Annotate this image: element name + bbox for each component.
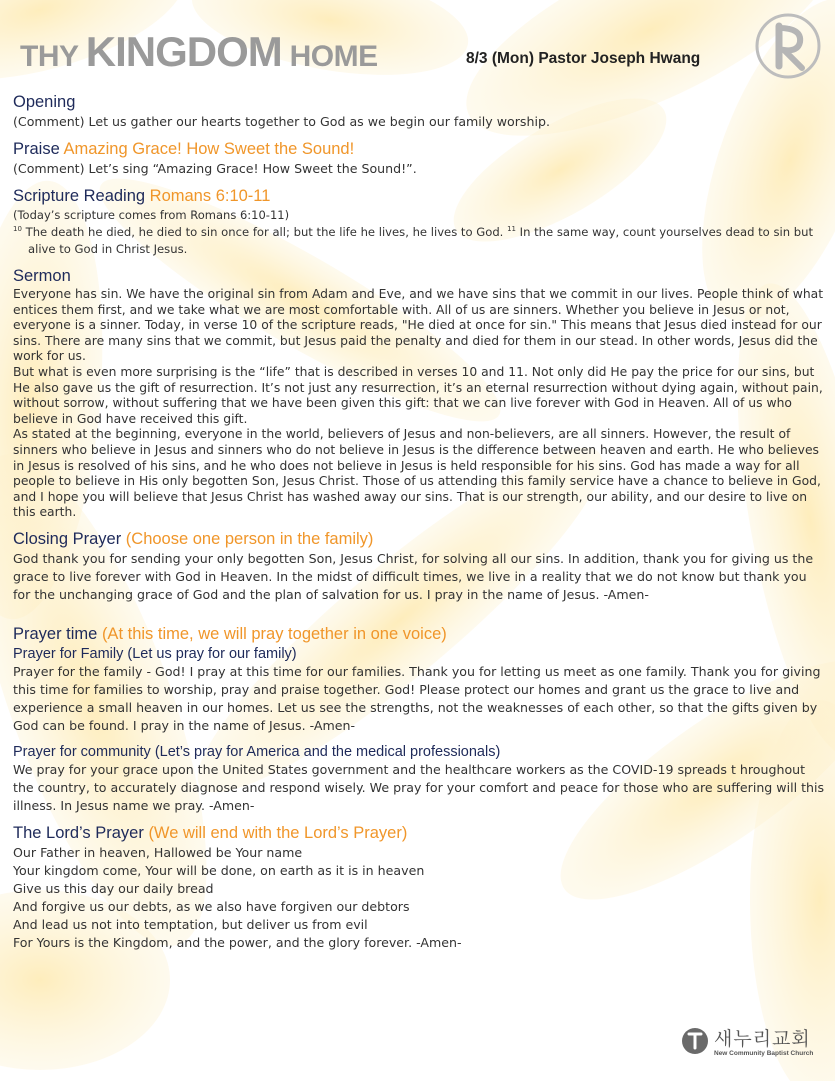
prayer-time-instruction: (At this time, we will pray together in one voice) <box>101 624 447 643</box>
scripture-reference: Romans 6:10-11 <box>149 187 271 205</box>
scripture-heading <box>13 186 825 207</box>
lords-prayer-heading-text: The Lord’s Prayer <box>13 823 149 842</box>
church-name-english: New Community Baptist Church <box>714 1050 814 1057</box>
praise-text: (Comment) Let’s sing “Amazing Grace! How Sweet the Sound!”. <box>13 161 417 176</box>
lords-prayer-line: Give us this day our daily bread <box>13 880 214 896</box>
sermon-paragraph-2: But what is even more surprising is the “life” that is described in verses 10 and 11. Not only did He pay the price for our sins, but He also gave us the gift of resurrection. It’s not just any resurrection, it’s an eternal resurrection without dying again, without pain, without sorrow, without suffering that we have been given this gift: that we can live forever with God in Heaven. All of us who believe in God have received this gift. <box>13 364 823 426</box>
closing-text: God thank you for sending your only begotten Son, Jesus Christ, for solving all our sins. In addition, thank you for giving us the grace to live forever with God in Heaven. In the midst of difficult times, we live in a reality that we do not know but thank you for the unchanging grace of God and the plan of salvation for us. I pray in the name of Jesus. -Amen- <box>13 550 814 602</box>
closing-instruction: (Choose one person in the family) <box>125 529 374 548</box>
verse-10-text: The death he died, he died to sin once for all; but the life he lives, he lives to God. <box>21 225 508 239</box>
closing-heading-text: Closing Prayer <box>13 529 126 548</box>
prayer-time-heading-text: Prayer time <box>13 624 102 643</box>
verse-11-text: In the same way, count yourselves dead to sin but alive to God in Christ Jesus. <box>28 225 814 256</box>
lords-prayer-line: And lead us not into temptation, but deliver us from evil <box>13 916 368 932</box>
praise-heading-text: Praise <box>13 140 64 158</box>
family-prayer-text: Prayer for the family - God! I pray at this time for our families. Thank you for letting us meet as one family. Thank you for giving this time for families to worship, pray and praise together. God! Please protect our homes and grant us the grace to live and experience a small heaven in our homes. Let us see the strengths, not the weaknesses of each other, so that the gifts given by God can be found. I pray in the name of Jesus. -Amen- <box>13 663 821 733</box>
lords-prayer-line: Your kingdom come, Your will be done, on earth as it is in heaven <box>13 862 425 878</box>
date-pastor: 8/3 (Mon) Pastor Joseph Hwang <box>466 50 701 67</box>
lords-prayer-line: And forgive us our debts, as we also have forgiven our debtors <box>13 898 410 914</box>
opening-heading-text: Opening <box>13 93 76 111</box>
opening-section <box>13 92 825 131</box>
church-logo-icon <box>680 1026 710 1056</box>
opening-heading <box>13 92 825 113</box>
praise-section <box>13 139 825 178</box>
community-prayer-heading: Prayer for community (Let’s pray for America and the medical professionals) <box>13 743 501 760</box>
church-name-korean: 새누리교회 <box>714 1028 811 1050</box>
closing-heading <box>13 529 825 550</box>
lords-prayer-heading <box>13 823 825 844</box>
family-prayer-heading: Prayer for Family (Let us pray for our family) <box>13 645 297 662</box>
verse-10-number: 10 <box>13 225 22 233</box>
sermon-paragraph-3: As stated at the beginning, everyone in the world, believers of Jesus and non-believers, are all sinners. However, the result of sinners who believe in Jesus and sinners who do not believe in Jesus is the difference between heaven and earth. He who believes in Jesus is resolved of his sins, and he who does not believe in Jesus is held responsible for his sins. God has made a way for all people to believe in His only begotten Son, Jesus Christ. Those of us attending this family service have a chance to believe in God, and I hope you will believe that Jesus Christ has washed away our sins. That is our strength, our ability, and our desire to live on this earth. <box>13 427 821 520</box>
scripture-verses <box>13 224 825 258</box>
scripture-intro: (Today’s scripture comes from Romans 6:10-11) <box>13 208 290 222</box>
opening-text: (Comment) Let us gather our hearts together to God as we begin our family worship. <box>13 114 550 129</box>
title-thy: THY <box>20 40 86 73</box>
praise-song-title: Amazing Grace! How Sweet the Sound! <box>63 140 355 158</box>
community-prayer-text: We pray for your grace upon the United States government and the healthcare workers as the COVID-19 spreads t hroughout the country, to accurately diagnose and respond wisely. We pray for your comfort and peace for those who are suffering will this illness. In Jesus name we pray. -Amen- <box>13 761 825 813</box>
lords-prayer-line: For Yours is the Kingdom, and the power, and the glory forever. -Amen- <box>13 934 462 950</box>
document-title <box>20 28 378 78</box>
sermon-section <box>13 266 825 521</box>
scripture-section <box>13 186 825 258</box>
verse-11-number: 11 <box>507 225 516 233</box>
prayer-time-heading <box>13 624 825 645</box>
sermon-heading <box>13 266 825 287</box>
lords-prayer-instruction: (We will end with the Lord’s Prayer) <box>148 823 408 842</box>
lords-prayer-line: Our Father in heaven, Hallowed be Your name <box>13 844 303 860</box>
thy-kingdom-logo-icon <box>752 10 824 82</box>
sermon-paragraph-1: Everyone has sin. We have the original sin from Adam and Eve, and we have sins that we commit in our lives. People think of what entices them first, and we take what we are most comfortable with. All of us are sinners. Whether you believe in Jesus or not, everyone is a sinner. Today, in verse 10 of the scripture reads, "He died at once for sin." This means that Jesus died instead for our sins. There are many sins that we commit, but Jesus paid the penalty and died for them in our stead. In other words, Jesus did the work for us. <box>13 287 824 364</box>
scripture-heading-text: Scripture Reading <box>13 187 150 205</box>
title-home: HOME <box>281 40 378 73</box>
lords-prayer-section <box>13 823 825 952</box>
closing-prayer-section <box>13 529 825 604</box>
title-kingdom: KINGDOM <box>85 28 282 75</box>
prayer-time-section <box>13 624 825 815</box>
sermon-heading-text: Sermon <box>13 267 71 285</box>
praise-heading <box>13 139 825 160</box>
church-logo <box>680 1024 830 1064</box>
